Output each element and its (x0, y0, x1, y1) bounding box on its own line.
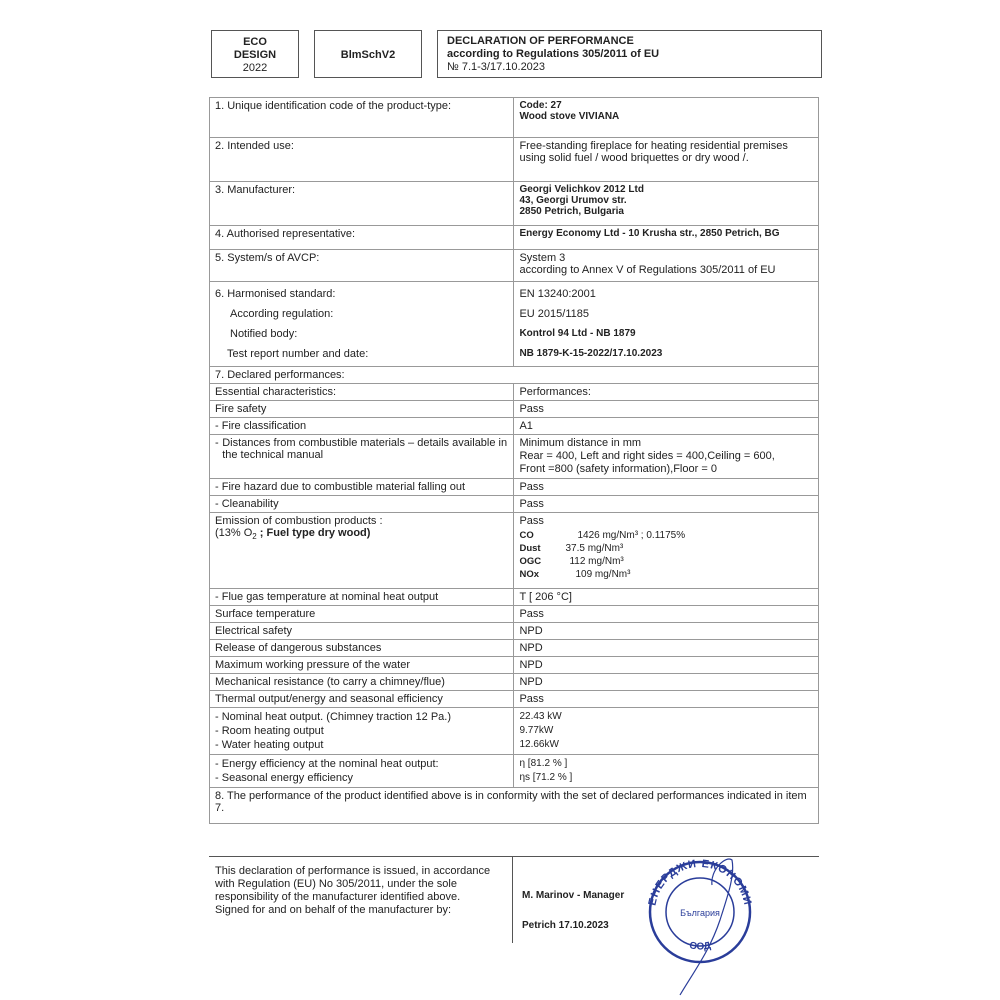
product-code: Code: 27 (519, 100, 562, 111)
thermal-value: Pass (514, 691, 819, 708)
row5-label: 5. System/s of AVCP: (210, 250, 514, 282)
standard-value: EN 13240:2001 (519, 288, 596, 300)
table-row (210, 691, 819, 708)
nox-value: 109 mg/Nm³ (575, 569, 631, 580)
notified-body-value: Kontrol 94 Ltd - NB 1879 (519, 328, 636, 339)
table-row (210, 640, 819, 657)
table-row (210, 623, 819, 640)
blmschv-box: BlmSchV2 (314, 30, 422, 78)
regulation-value: EU 2015/1185 (519, 308, 589, 320)
room-value: 9.77kW (519, 725, 554, 736)
pressure-value: NPD (514, 657, 819, 674)
manufacturer-street: 43, Georgi Urumov str. (519, 195, 627, 206)
flue-label: - Flue gas temperature at nominal heat output (210, 589, 514, 606)
o2-subscript: 2 (252, 532, 257, 542)
eco-line2: DESIGN (233, 49, 277, 61)
regulation-label: According regulation: (230, 308, 334, 320)
declaration-header (437, 30, 822, 78)
surface-value: Pass (514, 606, 819, 623)
row1-label: 1. Unique identification code of the product-type: (210, 98, 514, 138)
table-row (210, 513, 819, 589)
electrical-value: NPD (514, 623, 819, 640)
manufacturer-city: 2850 Petrich, Bulgaria (519, 206, 624, 217)
manager-name: M. Marinov - Manager (522, 890, 625, 901)
footer-text: This declaration of performance is issued, in accordance with Regulation (EU) No 305/2011, under the sole responsibility of the manufacturer identified above. (215, 865, 491, 903)
table-row (210, 708, 819, 755)
surface-label: Surface temperature (210, 606, 514, 623)
table-row (210, 479, 819, 496)
fuel-type: ; Fuel type dry wood) (256, 527, 371, 539)
eco-line3: 2022 (242, 62, 268, 74)
table-row (210, 657, 819, 674)
distances-line2: Front =800 (safety information),Floor = 0 (519, 463, 717, 475)
dust-value: 37.5 mg/Nm³ (565, 543, 624, 554)
distances-label: Distances from combustible materials – details available in the technical manual (222, 437, 508, 461)
stamp-center-text: България (680, 908, 720, 918)
water-value: 12.66kW (519, 739, 559, 750)
table-row (210, 755, 819, 788)
cleanability-value: Pass (514, 496, 819, 513)
table-row (210, 496, 819, 513)
co-value: 1426 mg/Nm³ ; 0.1175% (577, 530, 686, 541)
water-label: - Water heating output (215, 738, 508, 752)
efficiency-value: η [81.2 % ] (519, 758, 568, 769)
svg-text:ООД (688, 940, 711, 952)
intended-use: Free-standing fireplace for heating residential premises using solid fuel / wood briquettes or dry wood /. (514, 138, 819, 182)
pressure-label: Maximum working pressure of the water (210, 657, 514, 674)
room-label: - Room heating output (215, 724, 508, 738)
svg-text:ЕНЕРДЖИ ЕКОНОМИ (646, 858, 753, 907)
eco-design-box (211, 30, 299, 78)
mechanical-label: Mechanical resistance (to carry a chimney/flue) (210, 674, 514, 691)
place-date: Petrich 17.10.2023 (522, 920, 609, 931)
notified-body-label: Notified body: (230, 328, 298, 340)
performance-table (209, 97, 819, 824)
row3-label: 3. Manufacturer: (210, 182, 514, 226)
seasonal-label: - Seasonal energy efficiency (215, 771, 508, 785)
table-row (210, 384, 819, 401)
co-key: CO (519, 530, 534, 541)
flue-value: T [ 206 °C] (514, 589, 819, 606)
electrical-label: Electrical safety (210, 623, 514, 640)
table-row (210, 282, 819, 367)
table-row (210, 182, 819, 226)
company-stamp (640, 850, 760, 1000)
row8-conformity: 8. The performance of the product identified above is in conformity with the set of declared performances indicated in item 7. (210, 788, 819, 824)
stamp-bottom-text: ООД (688, 940, 712, 953)
nominal-value: 22.43 kW (519, 711, 562, 722)
hazard-value: Pass (514, 479, 819, 496)
row2-label: 2. Intended use: (210, 138, 514, 182)
manufacturer-name: Georgi Velichkov 2012 Ltd (519, 184, 644, 195)
test-report-label: Test report number and date: (227, 348, 369, 360)
avcp-annex: according to Annex V of Regulations 305/2011 of EU (519, 264, 776, 276)
fire-class-value: A1 (514, 418, 819, 435)
table-row (210, 138, 819, 182)
distances-title: Minimum distance in mm (519, 437, 642, 449)
cleanability-label: - Cleanability (210, 496, 514, 513)
fire-safety-value: Pass (514, 401, 819, 418)
efficiency-label: - Energy efficiency at the nominal heat output: (215, 757, 508, 771)
table-row (210, 401, 819, 418)
nox-key: NOx (519, 569, 539, 580)
decl-subtitle: according to Regulations 305/2011 of EU (447, 48, 660, 60)
distances-line1: Rear = 400, Left and right sides = 400,Ceiling = 600, (519, 450, 775, 462)
hazard-label: - Fire hazard due to combustible material falling out (210, 479, 514, 496)
ogc-value: 112 mg/Nm³ (569, 556, 624, 567)
release-value: NPD (514, 640, 819, 657)
mechanical-value: NPD (514, 674, 819, 691)
table-row (210, 250, 819, 282)
table-row (210, 788, 819, 824)
fire-class-label: - Fire classification (210, 418, 514, 435)
table-row (210, 589, 819, 606)
nominal-label: - Nominal heat output. (Chimney traction 12 Pa.) (215, 710, 508, 724)
release-label: Release of dangerous substances (210, 640, 514, 657)
thermal-label: Thermal output/energy and seasonal efficiency (210, 691, 514, 708)
harmonised-label: 6. Harmonised standard: (215, 288, 336, 300)
performances-header: Performances: (514, 384, 819, 401)
decl-number: № 7.1-3/17.10.2023 (447, 61, 546, 73)
ogc-key: OGC (519, 556, 542, 567)
avcp-system: System 3 (519, 252, 566, 264)
table-row (210, 226, 819, 250)
table-row (210, 418, 819, 435)
table-row: - Distances from combustible materials – details available in the technical manual Minimum distance in mm Rear = 400, Left and right sides = 400,Ceiling = 600, Front =800 (safety information),Floor = 0 (210, 435, 819, 479)
row7-label: 7. Declared performances: (210, 367, 819, 384)
stamp-top-text: ЕНЕРДЖИ ЕКОНОМИ (646, 857, 754, 907)
table-row (210, 674, 819, 691)
table-row (210, 606, 819, 623)
emission-pass: Pass (519, 515, 544, 527)
emission-o2: (13% O (215, 527, 253, 539)
footer-divider (512, 857, 513, 943)
row4-label: 4. Authorised representative: (210, 226, 514, 250)
footer-signed: Signed for and on behalf of the manufacturer by: (215, 904, 452, 916)
eco-line1: ECO (243, 36, 267, 48)
fire-safety-label: Fire safety (210, 401, 514, 418)
dust-key: Dust (519, 543, 541, 554)
emission-label: Emission of combustion products : (215, 515, 383, 527)
product-name: Wood stove VIVIANA (519, 111, 620, 122)
table-row (210, 367, 819, 384)
table-row (210, 98, 819, 138)
essential-header: Essential characteristics: (210, 384, 514, 401)
decl-title: DECLARATION OF PERFORMANCE (447, 35, 634, 47)
signature (680, 859, 733, 995)
authorised-rep: Energy Economy Ltd - 10 Krusha str., 2850 Petrich, BG (514, 226, 819, 250)
seasonal-value: ηs [71.2 % ] (519, 772, 573, 783)
test-report-value: NB 1879-K-15-2022/17.10.2023 (519, 348, 663, 359)
